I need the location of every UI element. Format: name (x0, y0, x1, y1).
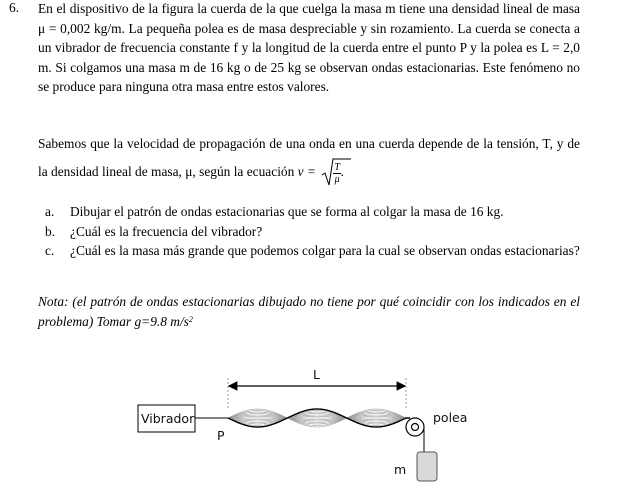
length-label: L (313, 367, 320, 382)
item-text: ¿Cuál es la frecuencia del vibrador? (70, 223, 263, 239)
note-text: Nota: (el patrón de ondas estacionarias dibujado no tiene por qué coincidir con los indicados en el problema) Tomar g=9.8 m/s (38, 294, 580, 329)
point-p-label: P (217, 428, 225, 443)
item-text: ¿Cuál es la masa más grande que podemos colgar para la cual se observan ondas estacionarias? (70, 243, 580, 259)
pulley-label: polea (433, 410, 468, 425)
paragraph-1: En el dispositivo de la figura la cuerda de la que cuelga la masa m tiene una densidad lineal de masa μ = 0,002 kg/m. La pequeña polea es de masa despreciable y sin rozamiento. La cuerda se conecta a un vibrador de frecuencia constante f y la longitud de la cuerda entre el punto P y la polea es L = 2,0 m. Si colgamos una masa m de 16 kg o de 25 kg se observan ondas estacionarias. Este fenómeno no se produce para ninguna otra masa entre estos valores. (38, 1, 580, 95)
item-letter: a. (45, 204, 55, 219)
question-number: 6. (9, 0, 20, 15)
vibrator-label: Vibrador (141, 411, 195, 426)
standing-wave (228, 409, 410, 427)
hanging-mass (417, 452, 437, 481)
item-letter: b. (45, 223, 56, 239)
fraction-denominator: μ (334, 174, 340, 186)
note-exponent: 2 (188, 314, 193, 324)
item-letter: c. (45, 243, 55, 259)
formula-end: . (340, 164, 345, 179)
pulley-axle (412, 424, 419, 431)
formula-lhs: v = (297, 164, 316, 179)
item-text: Dibujar el patrón de ondas estacionarias que se forma al colgar la masa de 16 kg. (70, 204, 504, 219)
paragraph-2: Sabemos que la velocidad de propagación de una onda en una cuerda depende de la tensión, T, y de la densidad lineal de masa, μ, según la ecuación (38, 136, 580, 179)
fraction-numerator: T (334, 162, 340, 174)
mass-label: m (394, 462, 407, 477)
